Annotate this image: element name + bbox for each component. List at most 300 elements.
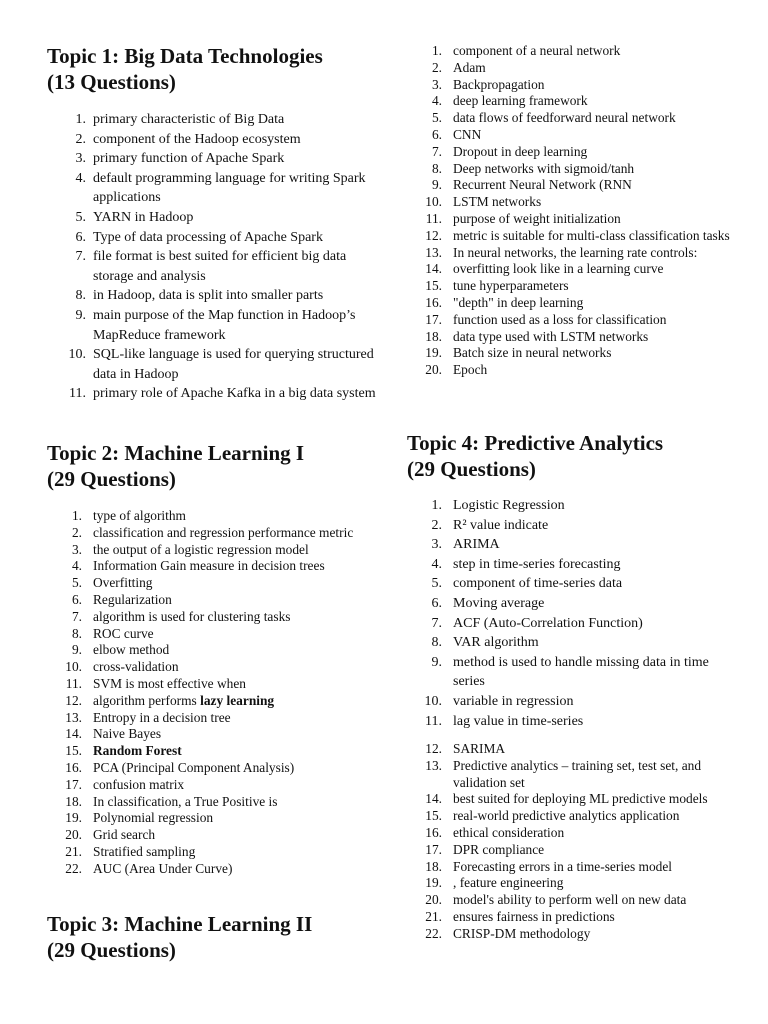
question-number: 15. — [65, 743, 82, 759]
question-text — [453, 60, 747, 77]
question-text — [453, 555, 737, 575]
question-number: 22. — [65, 860, 82, 876]
question-text-plain: primary role of Apache Kafka in a big data system — [93, 386, 376, 402]
question-item — [407, 194, 747, 211]
question-item — [47, 306, 377, 345]
question-number: 19. — [425, 345, 442, 361]
question-item — [47, 247, 377, 286]
question-text-plain: model's ability to perform well on new data — [453, 892, 687, 908]
question-text — [453, 144, 747, 161]
question-number: 9. — [71, 642, 82, 658]
question-text-plain: method is used to handle missing data in time series — [453, 654, 709, 690]
question-text-plain: data flows of feedforward neural network — [453, 110, 676, 126]
question-text-plain: ARIMA — [453, 537, 500, 553]
question-number: 12. — [425, 227, 442, 243]
question-text — [93, 760, 377, 777]
question-number: 9. — [431, 177, 442, 193]
question-text-plain: confusion matrix — [93, 776, 185, 792]
question-item — [407, 808, 737, 825]
question-text — [93, 726, 377, 743]
question-item — [407, 614, 737, 634]
question-item — [47, 743, 377, 760]
question-number: 17. — [425, 841, 442, 857]
question-number: 8. — [75, 288, 86, 304]
question-number: 11. — [425, 713, 442, 729]
question-text — [93, 508, 377, 525]
question-text — [453, 842, 737, 859]
question-text — [453, 110, 747, 127]
question-number: 1. — [431, 498, 442, 513]
question-number: 15. — [425, 808, 442, 824]
question-text-plain: SQL-like language is used for querying structured data in Hadoop — [93, 347, 374, 382]
question-item — [407, 228, 747, 245]
question-text — [453, 791, 737, 808]
question-item — [407, 496, 737, 516]
question-text-plain: Logistic Regression — [453, 498, 565, 513]
question-text-plain: Epoch — [453, 362, 488, 378]
question-text-plain: deep learning framework — [453, 93, 588, 109]
question-number: 2. — [75, 131, 86, 147]
topic-2-question-count: (29 Questions) — [47, 467, 176, 491]
question-number: 3. — [431, 76, 442, 92]
question-text — [453, 295, 747, 312]
question-number: 6. — [431, 595, 442, 611]
question-item — [407, 144, 747, 161]
question-text — [453, 758, 737, 792]
question-number: 6. — [431, 126, 442, 142]
question-item — [407, 892, 737, 909]
question-number: 3. — [75, 151, 86, 167]
question-number: 11. — [425, 210, 442, 226]
question-item — [47, 558, 377, 575]
question-text — [453, 909, 737, 926]
question-number: 10. — [424, 693, 442, 709]
topic-4-title — [407, 430, 747, 482]
question-number: 9. — [75, 307, 86, 323]
topic-4-title-line1: Topic 4: Predictive Analytics — [407, 431, 664, 455]
question-text-plain: variable in regression — [453, 693, 574, 709]
question-text — [453, 312, 747, 329]
question-item — [407, 594, 737, 614]
question-text-plain: data type used with LSTM networks — [453, 328, 649, 344]
question-text — [453, 245, 747, 262]
question-text — [93, 777, 377, 794]
question-number: 7. — [71, 608, 82, 624]
question-number: 13. — [65, 709, 82, 725]
question-text — [453, 859, 737, 876]
question-item — [47, 609, 377, 626]
question-item — [407, 329, 747, 346]
question-text — [93, 592, 377, 609]
question-text-bold: lazy learning — [200, 692, 275, 708]
question-number: 12. — [425, 741, 442, 756]
question-text — [453, 535, 737, 555]
question-text-plain: step in time-series forecasting — [453, 556, 621, 572]
question-number: 16. — [425, 294, 442, 310]
question-text-plain: overfitting look like in a learning curve — [453, 261, 664, 277]
question-text-plain: default programming language for writing Spark applications — [93, 170, 366, 206]
question-item — [47, 149, 377, 169]
question-text — [93, 130, 377, 150]
question-number: 3. — [431, 537, 442, 553]
question-text-plain: best suited for deploying ML predictive models — [453, 791, 708, 807]
question-text — [453, 211, 747, 228]
question-number: 20. — [425, 892, 442, 908]
question-number: 6. — [71, 591, 82, 607]
question-item — [47, 676, 377, 693]
topic-4-question-count: (29 Questions) — [407, 457, 536, 481]
question-text-plain: Forecasting errors in a time-series model — [453, 858, 673, 874]
question-text — [453, 127, 747, 144]
question-number: 8. — [431, 635, 442, 651]
question-number: 4. — [431, 556, 442, 572]
question-text-plain: Moving average — [453, 595, 545, 611]
question-item — [47, 286, 377, 306]
question-text-plain: YARN in Hadoop — [93, 209, 194, 225]
question-number: 2. — [71, 524, 82, 540]
question-item — [407, 926, 737, 943]
question-text — [93, 710, 377, 727]
question-text-plain: in Hadoop, data is split into smaller parts — [93, 288, 324, 304]
question-text-plain: purpose of weight initialization — [453, 210, 621, 226]
topic-1-question-list — [47, 110, 377, 404]
question-item — [47, 794, 377, 811]
question-text-plain: cross-validation — [93, 659, 179, 675]
question-number: 20. — [65, 827, 82, 843]
question-text-plain: Backpropagation — [453, 76, 545, 92]
question-number: 7. — [431, 143, 442, 159]
question-item — [47, 384, 377, 404]
question-item — [407, 312, 747, 329]
question-number: 8. — [71, 625, 82, 641]
question-text-plain: Polynomial regression — [93, 810, 214, 826]
question-number: 15. — [425, 278, 442, 294]
question-number: 21. — [425, 908, 442, 924]
question-text-plain: primary characteristic of Big Data — [93, 112, 285, 127]
topic-4-question-list-part2 — [407, 741, 737, 943]
question-item — [407, 161, 747, 178]
question-item — [47, 710, 377, 727]
question-text-plain: component of a neural network — [453, 43, 621, 58]
question-text — [93, 827, 377, 844]
question-text-plain: metric is suitable for multi-class classification tasks — [453, 227, 730, 243]
question-text-bold: Random Forest — [93, 743, 182, 759]
question-number: 4. — [71, 558, 82, 574]
question-text-plain: Grid search — [93, 827, 156, 843]
question-item — [47, 525, 377, 542]
question-item — [407, 875, 737, 892]
question-number: 11. — [65, 675, 82, 691]
question-item — [407, 653, 737, 692]
topic-3-question-list — [407, 43, 747, 379]
question-text — [453, 825, 737, 842]
question-text — [93, 642, 377, 659]
question-text — [93, 208, 377, 228]
question-number: 5. — [431, 576, 442, 592]
question-number: 10. — [425, 194, 442, 210]
question-number: 7. — [431, 615, 442, 631]
question-text-plain: AUC (Area Under Curve) — [93, 860, 233, 876]
question-text-plain: LSTM networks — [453, 194, 542, 210]
question-number: 16. — [425, 824, 442, 840]
question-item — [407, 127, 747, 144]
question-text-plain: ethical consideration — [453, 824, 565, 840]
question-text — [93, 693, 377, 710]
question-text — [453, 712, 737, 732]
question-text-plain: component of time-series data — [453, 576, 623, 592]
topic-2-title-line1: Topic 2: Machine Learning I — [47, 441, 305, 465]
question-number: 13. — [425, 244, 442, 260]
question-item — [407, 791, 737, 808]
question-text — [453, 594, 737, 614]
topic-1-question-count: (13 Questions) — [47, 70, 176, 94]
question-text — [93, 286, 377, 306]
question-text — [453, 177, 747, 194]
question-item — [407, 633, 737, 653]
question-item — [407, 516, 737, 536]
question-text — [93, 743, 377, 760]
topic-1-title — [47, 43, 387, 95]
question-text-plain: elbow method — [93, 642, 170, 658]
question-number: 19. — [65, 810, 82, 826]
question-item — [407, 177, 747, 194]
question-item — [47, 228, 377, 248]
question-text — [93, 525, 377, 542]
question-item — [407, 211, 747, 228]
topic-2-title — [47, 440, 387, 492]
question-text — [453, 496, 737, 516]
question-text — [453, 926, 737, 943]
question-number: 6. — [75, 229, 86, 245]
question-text — [453, 574, 737, 594]
question-number: 18. — [425, 328, 442, 344]
question-item — [407, 245, 747, 262]
question-text — [93, 626, 377, 643]
question-text-plain: SVM is most effective when — [93, 675, 246, 691]
question-number: 4. — [75, 170, 86, 186]
question-number: 16. — [65, 759, 82, 775]
question-text — [93, 794, 377, 811]
question-text-plain: Naive Bayes — [93, 726, 162, 742]
question-text — [453, 633, 737, 653]
topic-2-question-list — [47, 508, 377, 878]
question-text-plain: R² value indicate — [453, 517, 549, 533]
question-item — [47, 626, 377, 643]
question-number: 3. — [71, 541, 82, 557]
question-text-plain: the output of a logistic regression model — [93, 541, 309, 557]
question-item — [47, 110, 377, 130]
question-text — [93, 575, 377, 592]
question-text-plain: classification and regression performance metric — [93, 524, 354, 540]
question-number: 9. — [431, 654, 442, 670]
question-item — [407, 574, 737, 594]
question-number: 14. — [425, 791, 442, 807]
question-item — [47, 592, 377, 609]
question-number: 10. — [65, 659, 82, 675]
topic-3-question-count: (29 Questions) — [47, 938, 176, 962]
question-number: 18. — [425, 858, 442, 874]
question-text-plain: Stratified sampling — [93, 843, 196, 859]
question-text — [453, 228, 747, 245]
question-item — [407, 93, 747, 110]
question-number: 20. — [425, 362, 442, 378]
question-text — [453, 516, 737, 536]
question-item — [407, 43, 747, 60]
question-number: 17. — [65, 776, 82, 792]
question-text-plain: Deep networks with sigmoid/tanh — [453, 160, 635, 176]
question-text-plain: , feature engineering — [453, 875, 564, 891]
question-item — [47, 659, 377, 676]
question-item — [47, 777, 377, 794]
question-text — [453, 345, 747, 362]
question-number: 17. — [425, 311, 442, 327]
question-text-plain: Recurrent Neural Network (RNN — [453, 177, 632, 193]
question-text-plain: Information Gain measure in decision trees — [93, 558, 325, 574]
question-number: 7. — [75, 249, 86, 265]
question-text — [93, 247, 377, 286]
question-text-plain: Batch size in neural networks — [453, 345, 612, 361]
question-item — [407, 741, 737, 758]
question-item — [47, 208, 377, 228]
question-item — [407, 692, 737, 712]
question-text — [93, 306, 377, 345]
question-text-plain: DPR compliance — [453, 841, 545, 857]
question-number: 12. — [65, 692, 82, 708]
question-text — [93, 558, 377, 575]
question-text-plain: tune hyperparameters — [453, 278, 569, 294]
question-text — [93, 149, 377, 169]
question-text-plain: Type of data processing of Apache Spark — [93, 229, 323, 245]
question-text — [453, 362, 747, 379]
question-number: 13. — [425, 757, 442, 773]
topic-3-title — [47, 911, 387, 963]
question-number: 5. — [431, 110, 442, 126]
question-text-plain: file format is best suited for efficient big data storage and analysis — [93, 249, 347, 284]
question-item — [407, 535, 737, 555]
question-text-plain: ensures fairness in predictions — [453, 908, 615, 924]
question-item — [407, 295, 747, 312]
question-number: 4. — [431, 93, 442, 109]
question-text — [453, 692, 737, 712]
question-text — [93, 844, 377, 861]
question-text-plain: SARIMA — [453, 741, 506, 756]
question-item — [47, 169, 377, 208]
question-item — [47, 810, 377, 827]
question-item — [47, 542, 377, 559]
question-text — [93, 542, 377, 559]
question-text — [453, 43, 747, 60]
question-text-plain: Dropout in deep learning — [453, 143, 588, 159]
question-text-plain: function used as a loss for classification — [453, 311, 667, 327]
question-text-plain: PCA (Principal Component Analysis) — [93, 759, 295, 775]
question-item — [47, 844, 377, 861]
question-item — [47, 642, 377, 659]
question-text-plain: Overfitting — [93, 575, 153, 591]
question-number: 10. — [68, 347, 86, 363]
question-text — [453, 194, 747, 211]
question-number: 18. — [65, 793, 82, 809]
question-text — [453, 653, 737, 692]
question-text — [93, 609, 377, 626]
question-item — [47, 861, 377, 878]
question-item — [47, 130, 377, 150]
question-item — [407, 362, 747, 379]
question-number: 11. — [69, 386, 86, 402]
question-number: 2. — [431, 517, 442, 533]
question-item — [47, 575, 377, 592]
question-text-plain: lag value in time-series — [453, 713, 584, 729]
question-item — [47, 345, 377, 384]
question-text — [93, 228, 377, 248]
question-text-plain: type of algorithm — [93, 508, 186, 523]
topic-4-question-list-part1 — [407, 496, 737, 731]
question-text-plain: "depth" in deep learning — [453, 294, 584, 310]
question-item — [407, 825, 737, 842]
question-number: 14. — [425, 261, 442, 277]
question-text-plain: component of the Hadoop ecosystem — [93, 131, 301, 147]
question-number: 5. — [75, 209, 86, 225]
question-number: 2. — [431, 59, 442, 75]
question-text — [453, 875, 737, 892]
question-item — [407, 110, 747, 127]
question-text-plain: In neural networks, the learning rate controls: — [453, 244, 698, 260]
question-text — [93, 676, 377, 693]
question-text — [93, 810, 377, 827]
question-number: 19. — [425, 875, 442, 891]
question-text — [93, 169, 377, 208]
question-text-plain: CNN — [453, 126, 482, 142]
question-item — [407, 842, 737, 859]
question-text-plain: ROC curve — [93, 625, 154, 641]
question-text-plain: algorithm is used for clustering tasks — [93, 608, 291, 624]
question-item — [407, 60, 747, 77]
question-item — [407, 555, 737, 575]
question-text-plain: ACF (Auto-Correlation Function) — [453, 615, 643, 631]
question-item — [47, 827, 377, 844]
question-text-plain: main purpose of the Map function in Hadoop’s MapReduce framework — [93, 307, 356, 343]
question-item — [407, 712, 737, 732]
question-text — [453, 741, 737, 758]
question-text-plain: Entropy in a decision tree — [93, 709, 231, 725]
question-item — [407, 345, 747, 362]
question-text-plain: Adam — [453, 59, 486, 75]
question-item — [407, 278, 747, 295]
topic-1-title-line1: Topic 1: Big Data Technologies — [47, 44, 323, 68]
question-item — [47, 693, 377, 710]
question-text — [93, 861, 377, 878]
question-number: 22. — [425, 925, 442, 941]
question-item — [47, 760, 377, 777]
question-number: 1. — [431, 43, 442, 58]
question-text-plain: algorithm performs — [93, 692, 201, 708]
question-text — [453, 278, 747, 295]
question-text-plain: Predictive analytics – training set, test set, and validation set — [453, 757, 702, 790]
question-text — [453, 614, 737, 634]
question-item — [407, 758, 737, 792]
question-text — [453, 77, 747, 94]
question-item — [47, 726, 377, 743]
question-text — [93, 384, 377, 404]
question-text — [453, 261, 747, 278]
question-text — [93, 659, 377, 676]
question-text — [93, 345, 377, 384]
question-number: 8. — [431, 160, 442, 176]
question-number: 14. — [65, 726, 82, 742]
question-text — [453, 808, 737, 825]
question-text-plain: Regularization — [93, 591, 172, 607]
question-text — [93, 110, 377, 130]
question-item — [47, 508, 377, 525]
